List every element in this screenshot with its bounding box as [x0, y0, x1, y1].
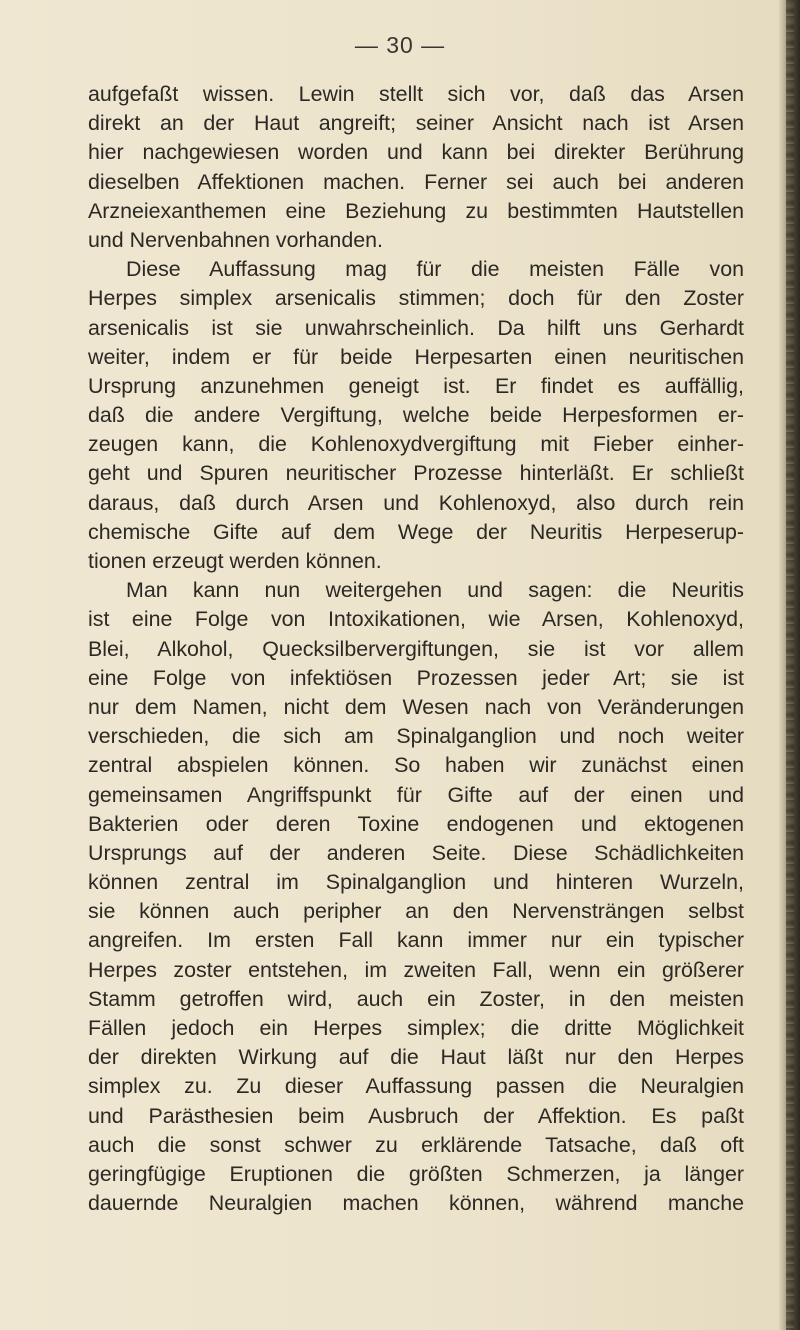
text-line: sie können auch peripher an den Nervensträngen selbst — [88, 899, 744, 924]
text-line: Ursprungs auf der anderen Seite. Diese Schädlichkeiten — [88, 840, 744, 865]
text-line: Fällen jedoch ein Herpes simplex; die dritte Möglichkeit — [88, 1016, 744, 1040]
text-line: ist eine Folge von Intoxikationen, wie Arsen, Kohlenoxyd, — [88, 607, 744, 632]
text-line: der direkten Wirkung auf die Haut läßt nur den Herpes — [88, 1045, 744, 1070]
book-edge-strip — [786, 0, 794, 1330]
text-line: chemische Gifte auf dem Wege der Neuritis Herpeserup- — [88, 519, 744, 544]
text-line: dauernde Neuralgien machen können, während manche — [88, 1191, 744, 1216]
text-line: und Nervenbahnen vorhanden. — [88, 227, 383, 252]
text-line: simplex zu. Zu dieser Auffassung passen die Neuralgien — [88, 1074, 744, 1099]
text-line: angreifen. Im ersten Fall kann immer nur ein typischer — [88, 928, 744, 953]
text-line: Bakterien oder deren Toxine endogenen und ektogenen — [88, 811, 744, 836]
text-line: Herpes simplex arsenicalis stimmen; doch für den Zoster — [88, 286, 744, 311]
text-line: gemeinsamen Angriffspunkt für Gifte auf der einen und — [88, 782, 744, 807]
text-line: zeugen kann, die Kohlenoxydvergiftung mit Fieber einher- — [88, 432, 744, 457]
text-line: daß die andere Vergiftung, welche beide Herpesformen er- — [88, 403, 744, 428]
text-line: arsenicalis ist sie unwahrscheinlich. Da hilft uns Gerhardt — [88, 315, 744, 340]
text-line: und Parästhesien beim Ausbruch der Affektion. Es paßt — [88, 1103, 744, 1128]
text-line: hier nachgewiesen worden und kann bei direkter Berührung — [88, 140, 744, 165]
text-line: aufgefaßt wissen. Lewin stellt sich vor, daß das Arsen — [88, 82, 744, 106]
text-line: daraus, daß durch Arsen und Kohlenoxyd, also durch rein — [88, 490, 744, 515]
text-line: Stamm getroffen wird, auch ein Zoster, in den meisten — [88, 986, 744, 1011]
text-line: auch die sonst schwer zu erklärende Tatsache, daß oft — [88, 1132, 744, 1157]
text-line: verschieden, die sich am Spinalganglion und noch weiter — [88, 724, 744, 749]
text-line: Arzneiexanthemen eine Beziehung zu bestimmten Hautstellen — [88, 198, 744, 223]
text-line: eine Folge von infektiösen Prozessen jeder Art; sie ist — [88, 665, 744, 690]
text-line: Blei, Alkohol, Quecksilbervergiftungen, sie ist vor allem — [88, 636, 744, 661]
text-line: können zentral im Spinalganglion und hinteren Wurzeln, — [88, 870, 744, 895]
text-line: Ursprung anzunehmen geneigt ist. Er findet es auffällig, — [88, 373, 744, 398]
text-line: tionen erzeugt werden können. — [88, 549, 382, 573]
text-line: nur dem Namen, nicht dem Wesen nach von Veränderungen — [88, 694, 744, 719]
text-line: dieselben Affektionen machen. Ferner sei auch bei anderen — [88, 169, 744, 194]
text-line: geringfügige Eruptionen die größten Schmerzen, ja länger — [88, 1161, 744, 1186]
text-line: Diese Auffassung mag für die meisten Fälle von — [126, 257, 744, 282]
body-text — [88, 80, 744, 1218]
page-number: — 30 — — [354, 32, 446, 58]
text-line: Man kann nun weitergehen und sagen: die Neuritis — [126, 578, 744, 603]
text-line: Herpes zoster entstehen, im zweiten Fall, wenn ein größerer — [88, 957, 744, 982]
text-line: weiter, indem er für beide Herpesarten einen neuritischen — [88, 344, 744, 369]
text-line: direkt an der Haut angreift; seiner Ansicht nach ist Arsen — [88, 111, 744, 136]
text-line: geht und Spuren neuritischer Prozesse hinterläßt. Er schließt — [88, 461, 744, 486]
text-line: zentral abspielen können. So haben wir zunächst einen — [88, 753, 744, 778]
